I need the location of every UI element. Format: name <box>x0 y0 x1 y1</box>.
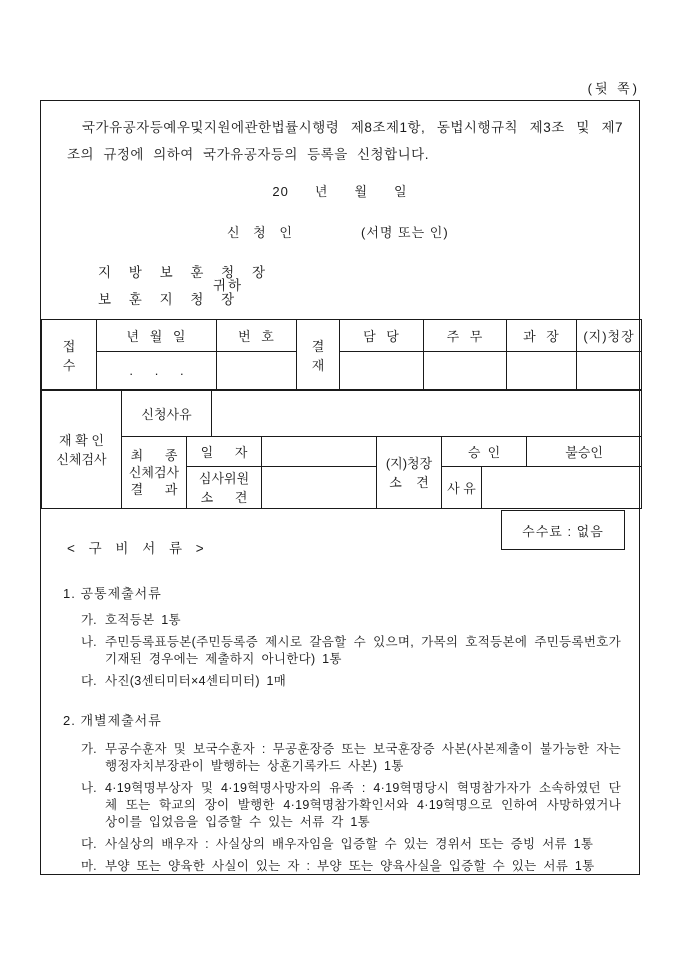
item-text: 사진(3센티미터×4센티미터) 1매 <box>105 674 287 688</box>
application-date-line <box>41 181 639 200</box>
exam-date-label: 일 자 <box>187 437 262 467</box>
recheck-reason-label: 신청사유 <box>122 391 212 437</box>
list-item <box>81 612 621 629</box>
approval-manager-header: 주 무 <box>424 320 507 352</box>
form-box <box>40 100 640 875</box>
fee-box: 수수료 : 없음 <box>501 510 625 550</box>
final-exam-label-line1: 최 종 <box>130 448 178 463</box>
item-marker: 마. <box>81 859 97 873</box>
addressee-regional-office-head: 지 방 보 훈 청 장 <box>98 265 272 280</box>
date-year-prefix: 20 <box>272 184 289 199</box>
final-exam-label-line3: 결 과 <box>130 482 178 497</box>
documents-list-body <box>63 583 621 880</box>
physical-recheck-table <box>41 390 642 509</box>
receipt-number-value <box>217 352 297 390</box>
individual-documents-title: 2. 개별제출서류 <box>63 713 162 728</box>
review-committee-line2: 소 견 <box>200 489 248 505</box>
approval-office-head-header: (지)청장 <box>577 320 642 352</box>
list-item <box>81 780 621 831</box>
item-marker: 가. <box>81 613 97 627</box>
item-text: 4·19혁명부상자 및 4·19혁명사망자의 유족 : 4·19혁명당시 혁명참가자가 소속하였던 단체 또는 학교의 장이 발행한 4·19혁명참가확인서와 4·19혁명으로 인하여 사망하였거나 상이를 입었음을 입증할 수 있는 서류 각 1통 <box>105 781 621 829</box>
recheck-side-label-line2: 신체검사 <box>56 451 107 467</box>
addressee-honorific: 귀하 <box>213 278 244 293</box>
list-item <box>81 634 621 668</box>
required-documents-section <box>41 509 639 876</box>
item-text: 주민등록표등본(주민등록증 제시로 갈음할 수 있으며, 가목의 호적등본에 주민등록번호가 기재된 경우에는 제출하지 아니한다) 1통 <box>105 635 621 666</box>
review-committee-line1: 심사위원 <box>198 470 250 486</box>
item-marker: 가. <box>81 742 97 756</box>
individual-documents-list <box>81 741 621 875</box>
item-text: 부양 또는 양육한 사실이 있는 자 : 부양 또는 양육사실을 입증할 수 있는 서류 1통 <box>105 859 595 873</box>
opinion-reason-value <box>482 467 642 509</box>
list-item <box>81 836 621 853</box>
date-month-label: 월 <box>354 184 369 199</box>
required-documents-title: < 구 비 서 류 > <box>67 541 209 556</box>
final-exam-result-label <box>122 437 187 509</box>
item-marker: 나. <box>81 635 97 649</box>
approval-manager-sign-cell <box>424 352 507 390</box>
page-side-label: (뒷 쪽) <box>587 81 640 96</box>
opinion-reason-label: 사 유 <box>442 467 482 509</box>
item-marker: 다. <box>81 837 97 851</box>
exam-date-value <box>262 437 377 467</box>
receipt-stamp-cell <box>42 320 97 390</box>
date-day-label: 일 <box>394 184 408 199</box>
recheck-side-label <box>42 391 122 509</box>
item-marker: 다. <box>81 674 97 688</box>
receipt-label-bottom: 수 <box>62 357 76 373</box>
approval-label-top: 결 <box>311 338 325 354</box>
application-statement: 국가유공자등예우및지원에관한법률시행령 제8조제1항, 동법시행규칙 제3조 및 제7조의 규정에 의하여 국가유공자등의 등록을 신청합니다. <box>67 120 623 162</box>
item-marker: 나. <box>81 781 97 795</box>
approval-section-chief-header: 과 장 <box>507 320 577 352</box>
common-documents-list <box>81 612 621 690</box>
reject-label: 불승인 <box>527 437 642 467</box>
item-text: 호적등본 1통 <box>105 613 181 627</box>
final-exam-label-line2: 신체검사 <box>128 465 180 480</box>
approve-label: 승 인 <box>442 437 527 467</box>
item-text: 사실상의 배우자 : 사실상의 배우자임을 입증할 수 있는 경위서 또는 증빙 서류 1통 <box>105 837 594 851</box>
item-text: 무공수훈자 및 보국수훈자 : 무공훈장증 또는 보국훈장증 사본(사본제출이 불가능한 자는 행정자치부장관이 발행하는 상훈기록카드 사본) 1통 <box>105 742 621 773</box>
approval-office-head-sign-cell <box>577 352 642 390</box>
receipt-date-value: . . . <box>97 352 217 390</box>
addressee-branch-office-head: 보 훈 지 청 장 <box>98 292 242 307</box>
list-item <box>81 858 621 875</box>
office-head-opinion-label <box>377 437 442 509</box>
review-committee-opinion-value <box>262 467 377 509</box>
list-item <box>81 673 621 690</box>
common-documents-title: 1. 공통제출서류 <box>63 586 162 601</box>
receipt-date-header: 년 월 일 <box>97 320 217 352</box>
approval-section-chief-sign-cell <box>507 352 577 390</box>
date-year-label: 년 <box>314 184 329 199</box>
approval-staff-sign-cell <box>340 352 424 390</box>
receipt-number-header: 번 호 <box>217 320 297 352</box>
review-committee-opinion-label <box>187 467 262 509</box>
receipt-approval-table <box>41 319 642 390</box>
receipt-label-top: 접 <box>62 338 76 354</box>
office-head-opinion-line1: (지)청장 <box>385 455 433 471</box>
applicant-label: 신 청 인 <box>227 225 297 240</box>
list-item <box>81 741 621 775</box>
signature-or-seal-label: (서명 또는 인) <box>361 225 449 240</box>
application-statement-section <box>41 101 639 319</box>
office-head-opinion-line2: 소 견 <box>389 474 429 490</box>
approval-staff-header: 담 당 <box>340 320 424 352</box>
approval-label-bottom: 재 <box>311 357 325 373</box>
recheck-reason-value <box>212 391 642 437</box>
recheck-side-label-line1: 재 확 인 <box>59 432 104 448</box>
approval-stamp-cell <box>297 320 340 390</box>
